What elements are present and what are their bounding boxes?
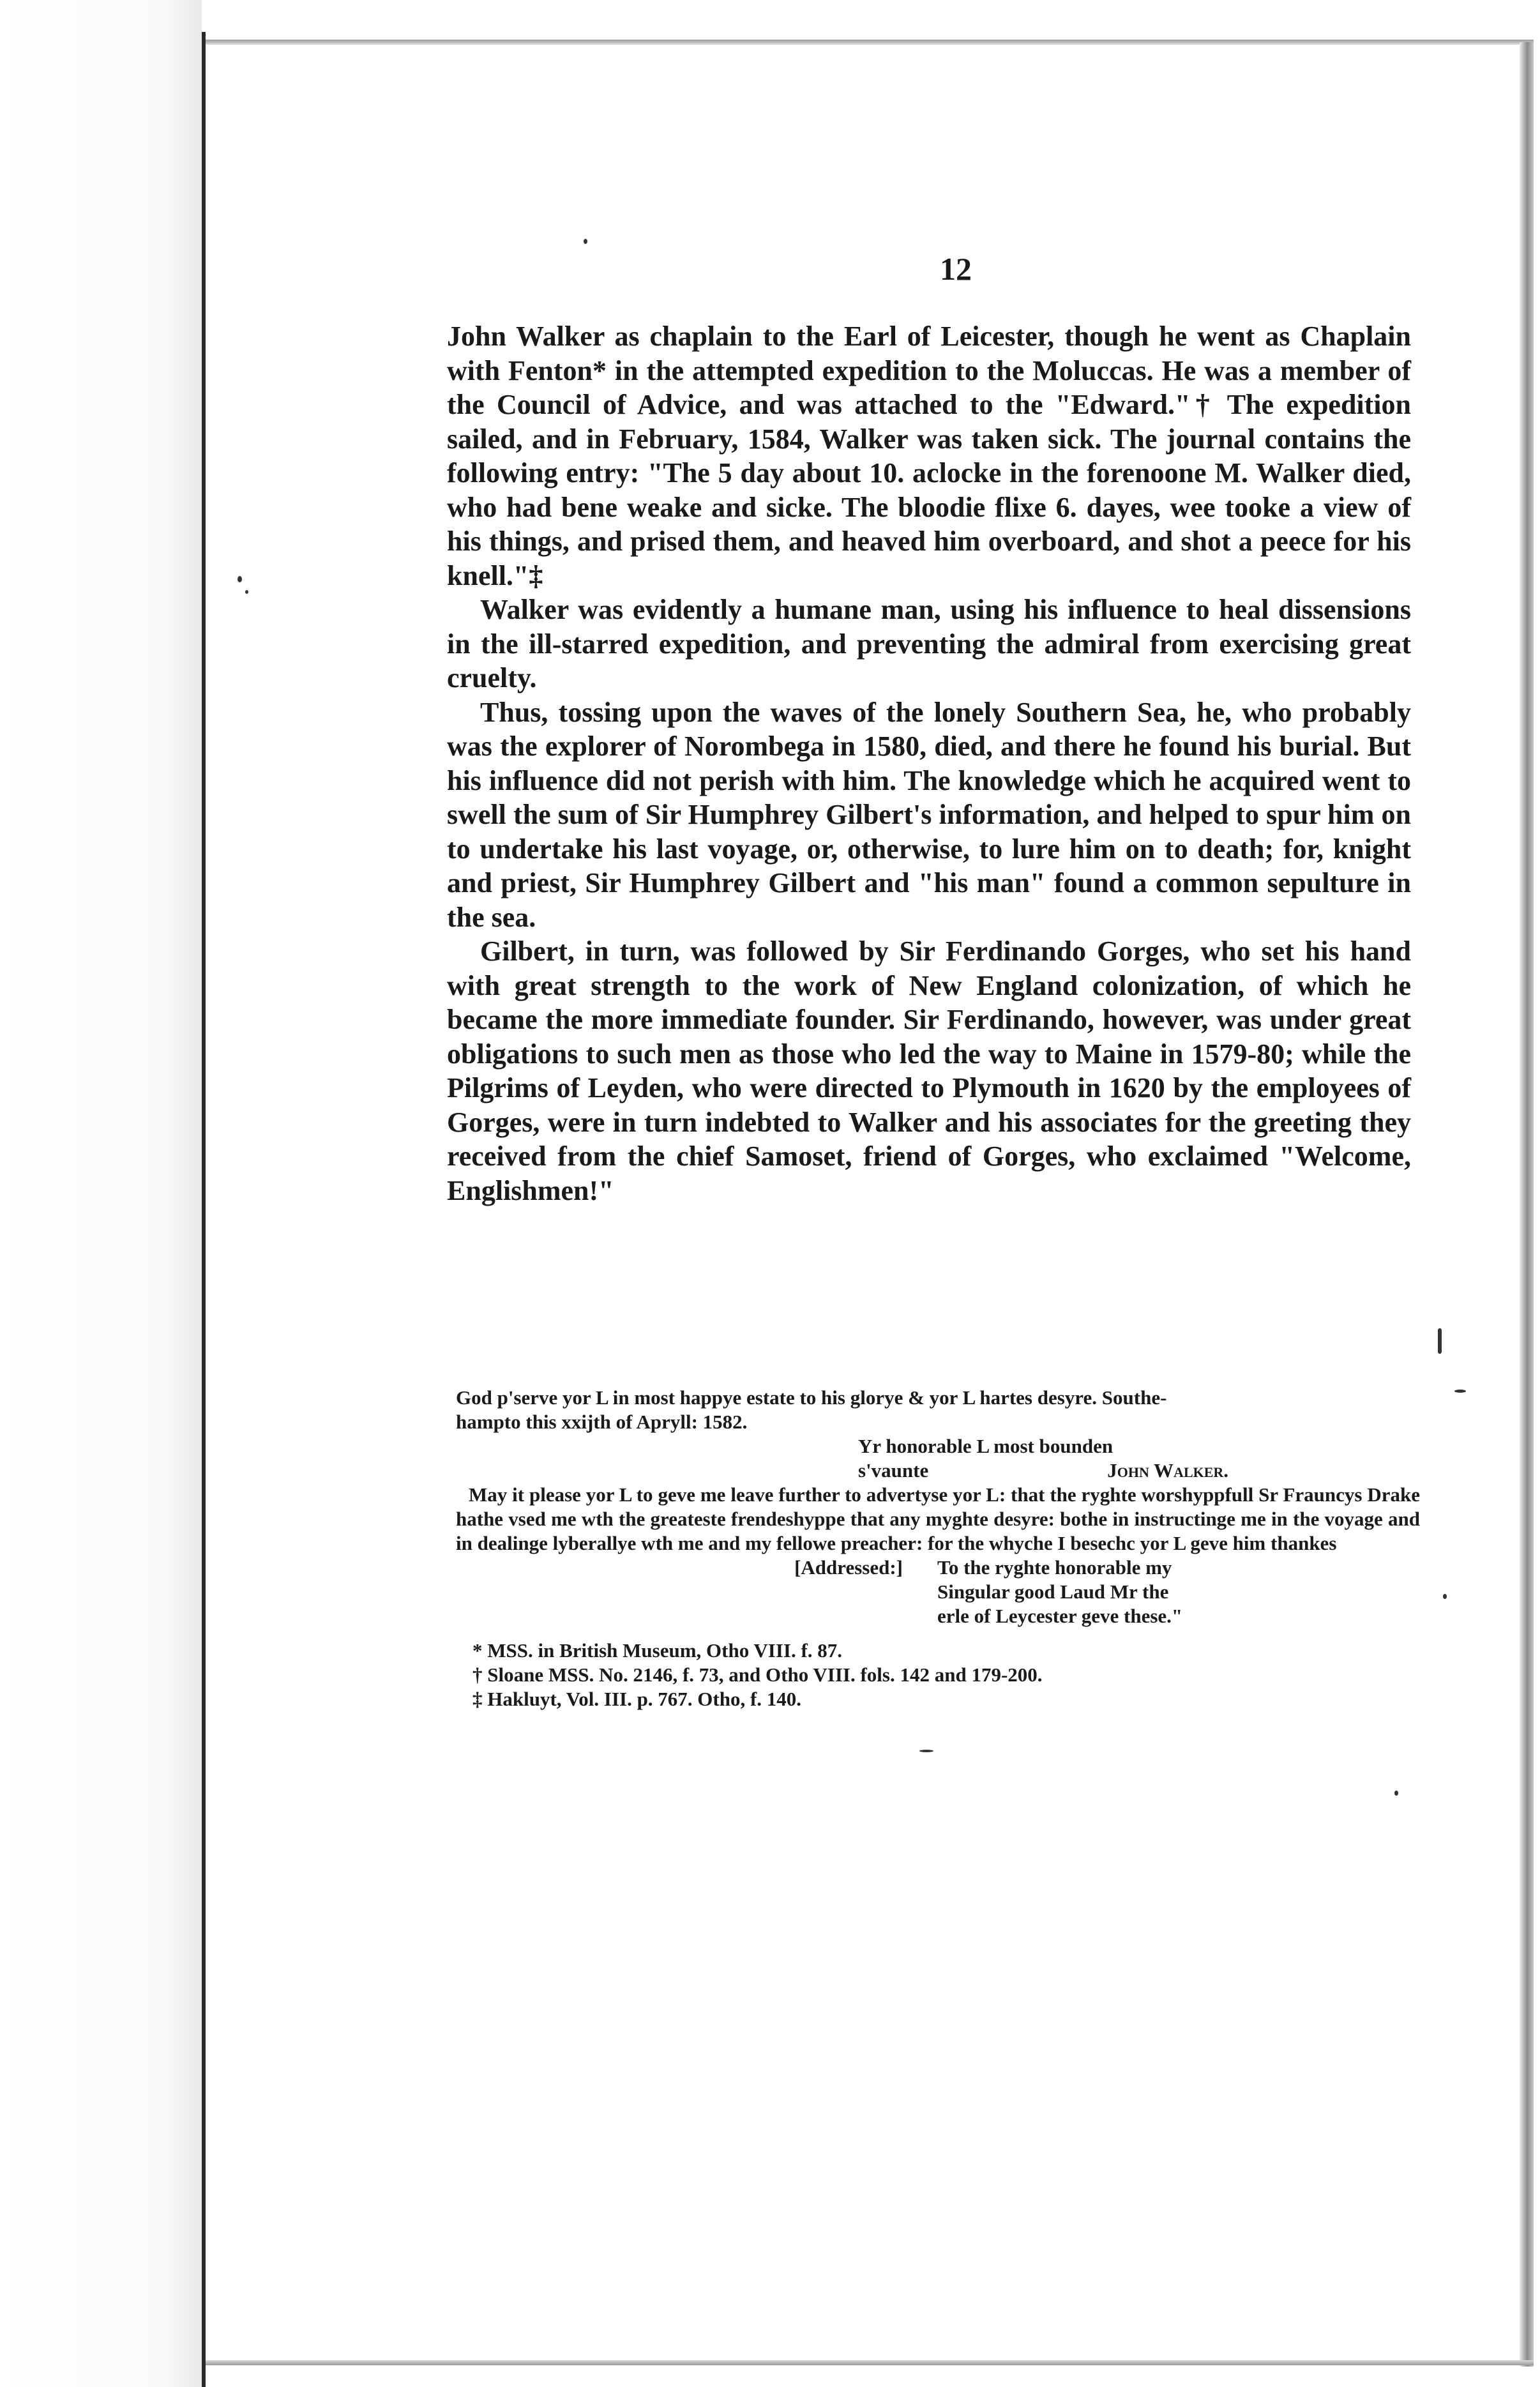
address-line: To the ryghte honorable my [937,1556,1172,1579]
print-speck [584,239,587,244]
print-speck [238,576,242,582]
letter-line: God p'serve yor L in most happye estate to his glorye & yor L hartes desyre. Southe- [456,1386,1167,1409]
paragraph: Walker was evidently a humane man, using his influence to heal dissensions in the ill-starred expedition, and preventing the admiral from exercising great cruelty. [447,594,1411,693]
print-speck [1454,1390,1466,1393]
page-top-edge [206,40,1534,45]
page-left-border [202,32,206,2387]
letter-closing-line [456,1459,1420,1483]
letter-quotation [456,1386,1420,1628]
page-bottom-edge [206,2360,1534,2365]
print-speck [1438,1328,1442,1354]
footnote: † Sloane MSS. No. 2146, f. 73, and Otho VIII. fols. 142 and 179-200. [472,1663,1043,1686]
body-text [447,319,1411,1208]
footnote: * MSS. in British Museum, Otho VIII. f. 87. [472,1639,843,1662]
address-line: Singular good Laud Mr the [937,1580,1169,1603]
letter-closing: s'vaunte [858,1459,929,1481]
footnote: ‡ Hakluyt, Vol. III. p. 767. Otho, f. 140. [472,1688,802,1710]
print-speck [1394,1791,1398,1796]
print-speck [1443,1594,1447,1599]
print-speck [919,1750,933,1752]
address-text [937,1556,1205,1628]
paragraph: Gilbert, in turn, was followed by Sir Ferdinando Gorges, who set his hand with great strength to the work of New England colonization, of which he became the more immediate founder. Sir Ferdinando, however, was under great obligations to such men as those who led the way to Maine in 1579-80; while the Pilgrims of Leyden, who were directed to Plymouth in 1620 by the employees of Gorges, were in turn indebted to Walker and his associates for the greeting they received from the chief Samoset, friend of Gorges, who exclaimed "Welcome, Englishmen!" [447,936,1411,1206]
page-number: 12 [940,251,972,287]
footnotes [472,1639,1239,1711]
binding-margin [0,0,202,2387]
paragraph: John Walker as chaplain to the Earl of Leicester, though he went as Chaplain with Fenton* in the attempted expedition to the Moluccas. He was a member of the Council of Advice, and was attached to the "Edward."† The expedition sailed, and in February, 1584, Walker was taken sick. The journal contains the following entry: "The 5 day about 10. aclocke in the forenoone M. Walker died, who had bene weake and sicke. The bloodie flixe 6. dayes, wee tooke a view of his things, and prised them, and heaved him overboard, and shot a peece for his knell."‡ [447,321,1411,591]
letter-line: hampto this xxijth of Apryll: 1582. [456,1411,748,1433]
address-label: [Addressed:] [794,1556,903,1579]
letter-closing: Yr honorable L most bounden [858,1435,1113,1457]
page-right-edge [1520,42,1534,2367]
print-speck [245,590,248,594]
letter-address [456,1556,1420,1628]
address-line: erle of Leycester geve these." [937,1605,1183,1627]
letter-signature: John Walker. [1107,1459,1229,1481]
paragraph: Thus, tossing upon the waves of the lonely Southern Sea, he, who probably was the explorer of Norombega in 1580, died, and there he found his burial. But his influence did not perish with him. The knowledge which he acquired went to swell the sum of Sir Humphrey Gilbert's information, and helped to spur him on to undertake his last voyage, or, otherwise, to lure him on to death; for, knight and priest, Sir Humphrey Gilbert and "his man" found a common sepulture in the sea. [447,696,1411,933]
letter-postscript: May it please yor L to geve me leave further to advertyse yor L: that the ryghte worshyppfull Sr Frauncys Drake hathe vsed me wth the greateste frendeshyppe that any myghte desyre: bothe in instructinge me in the voyage and in dealinge lyberallye wth me and my fellowe preacher: for the whyche I besechc yor L geve him thankes [456,1483,1420,1554]
